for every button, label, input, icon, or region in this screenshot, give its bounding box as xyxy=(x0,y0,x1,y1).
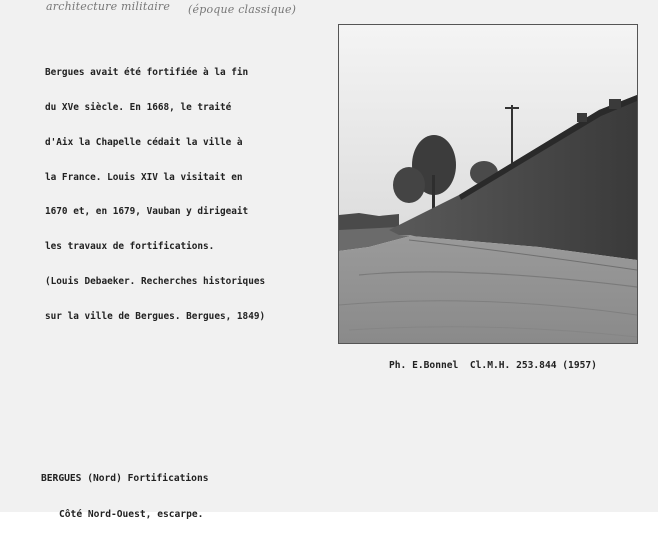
description-line: 1670 et, en 1679, Vauban y dirigeait xyxy=(45,206,249,218)
historical-description xyxy=(45,44,305,345)
description-line: du XVe siècle. En 1668, le traité xyxy=(45,101,232,113)
handwritten-category-note: architecture militaire xyxy=(46,0,171,13)
photo-caption xyxy=(41,449,209,545)
photo-credit: Ph. E.Bonnel Cl.M.H. 253.844 (1957) xyxy=(389,360,597,371)
description-line: les travaux de fortifications. xyxy=(45,241,215,253)
description-line: sur la ville de Bergues. Bergues, 1849) xyxy=(45,310,266,322)
description-line: (Louis Debaeker. Recherches historiques xyxy=(45,275,266,287)
caption-subtitle: Côté Nord-Ouest, escarpe. xyxy=(59,509,204,520)
description-line: d'Aix la Chapelle cédait la ville à xyxy=(45,136,243,148)
rampart-photo-image xyxy=(339,25,637,343)
fortification-photo xyxy=(338,24,638,344)
description-line: la France. Louis XIV la visitait en xyxy=(45,171,243,183)
handwritten-period-note: (époque classique) xyxy=(188,3,297,16)
description-line: Bergues avait été fortifiée à la fin xyxy=(45,67,249,79)
caption-title: BERGUES (Nord) Fortifications xyxy=(41,473,209,484)
